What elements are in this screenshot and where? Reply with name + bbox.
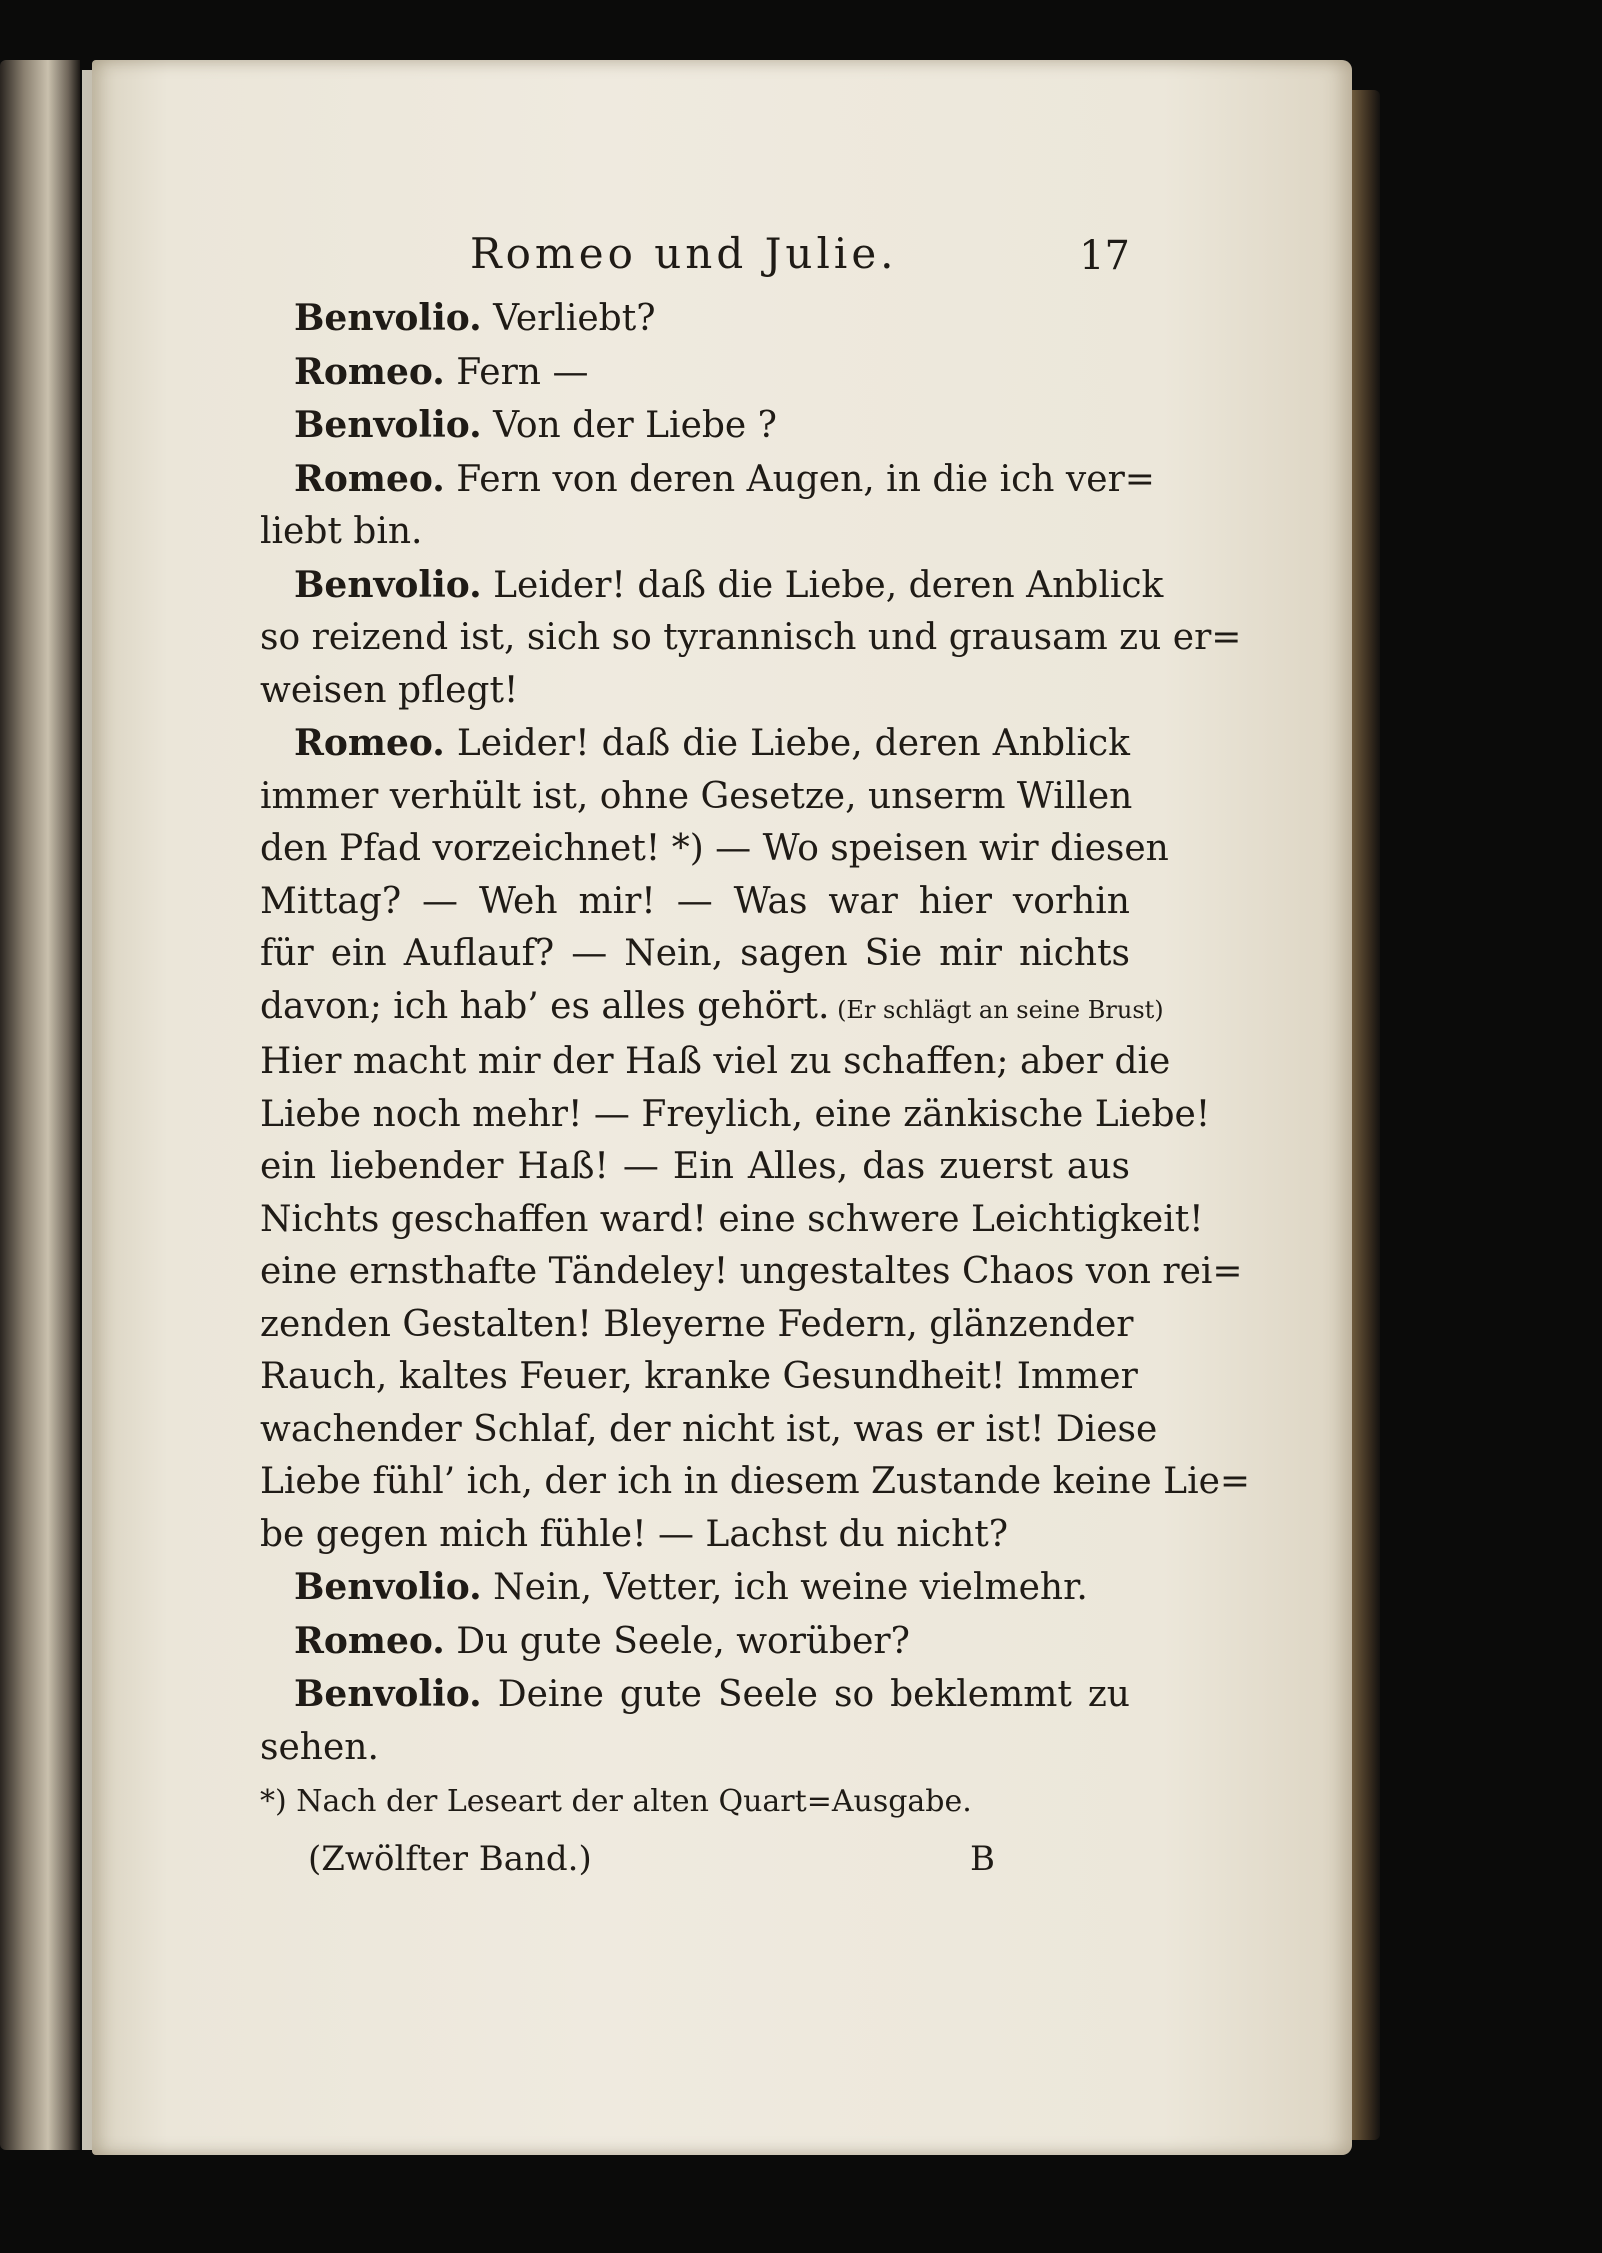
text-line: für ein Auflauf? — Nein, sagen Sie mir nichts — [260, 933, 1130, 974]
footnote: *) Nach der Leseart der alten Quart=Ausgabe. — [260, 1784, 972, 1819]
speaker-name: Benvolio. — [294, 297, 482, 339]
page-footer — [260, 1833, 1130, 1889]
stage-direction: (Er schlägt an seine Brust) — [829, 995, 1164, 1024]
text-line: Romeo. Leider! daß die Liebe, deren Anblick — [294, 722, 1130, 764]
text-line: ein liebender Haß! — Ein Alles, das zuerst aus — [260, 1146, 1130, 1187]
text-line: Benvolio. Deine gute Seele so beklemmt zu — [294, 1673, 1130, 1715]
text-line: Benvolio. Von der Liebe ? — [294, 404, 777, 446]
text-line: liebt bin. — [260, 511, 423, 552]
page-number: 17 — [1079, 233, 1130, 279]
text-line: den Pfad vorzeichnet! *) — Wo speisen wir diesen — [260, 828, 1169, 869]
page-text — [260, 228, 1251, 1889]
text-line: Romeo. Du gute Seele, worüber? — [294, 1619, 910, 1662]
page-fore-edge — [1352, 90, 1380, 2140]
text-line: Hier macht mir der Haß viel zu schaffen; aber die — [260, 1041, 1171, 1082]
speaker-name: Romeo. — [294, 722, 445, 764]
text-line: immer verhült ist, ohne Gesetze, unserm Willen — [260, 775, 1133, 817]
page-header — [260, 228, 1130, 290]
speaker-name: Benvolio. — [294, 1566, 482, 1608]
speaker-name: Romeo. — [294, 1619, 445, 1662]
text-line: davon; ich hab’ es alles gehört. (Er schlägt an seine Brust) — [260, 985, 1164, 1027]
text-line: Rauch, kaltes Feuer, kranke Gesundheit! Immer — [260, 1356, 1138, 1397]
text-line: eine ernsthafte Tändeley! ungestaltes Chaos von rei= — [260, 1251, 1243, 1292]
speaker-name: Romeo. — [294, 350, 445, 393]
text-line: Benvolio. Leider! daß die Liebe, deren Anblick — [294, 563, 1164, 606]
speaker-name: Romeo. — [294, 457, 445, 500]
text-line: Mittag? — Weh mir! — Was war hier vorhin — [260, 880, 1130, 922]
text-line: Liebe fühl’ ich, der ich in diesem Zustande keine Lie= — [260, 1461, 1251, 1502]
text-line: Liebe noch mehr! — Freylich, eine zänkische Liebe! — [260, 1093, 1211, 1135]
text-line: be gegen mich fühle! — Lachst du nicht? — [260, 1513, 1009, 1555]
text-line: sehen. — [260, 1726, 379, 1768]
left-page-edge — [0, 60, 80, 2150]
speaker-name: Benvolio. — [294, 563, 482, 606]
text-line: zenden Gestalten! Bleyerne Federn, glänzender — [260, 1303, 1134, 1345]
text-line: so reizend ist, sich so tyrannisch und grausam zu er= — [260, 617, 1242, 658]
text-line: Romeo. Fern — — [294, 350, 589, 393]
text-line: Benvolio. Verliebt? — [294, 297, 656, 339]
text-line: weisen pflegt! — [260, 669, 519, 711]
text-line: Romeo. Fern von deren Augen, in die ich ver= — [294, 457, 1155, 500]
text-line: Nichts geschaffen ward! eine schwere Leichtigkeit! — [260, 1198, 1204, 1240]
speaker-name: Benvolio. — [294, 1673, 482, 1715]
running-title: Romeo und Julie. — [470, 229, 898, 278]
text-line: Benvolio. Nein, Vetter, ich weine vielmehr. — [294, 1566, 1088, 1608]
speaker-name: Benvolio. — [294, 404, 482, 446]
text-line: wachender Schlaf, der nicht ist, was er ist! Diese — [260, 1408, 1158, 1450]
signature-mark: B — [970, 1838, 995, 1879]
volume-label: (Zwölfter Band.) — [308, 1838, 592, 1879]
